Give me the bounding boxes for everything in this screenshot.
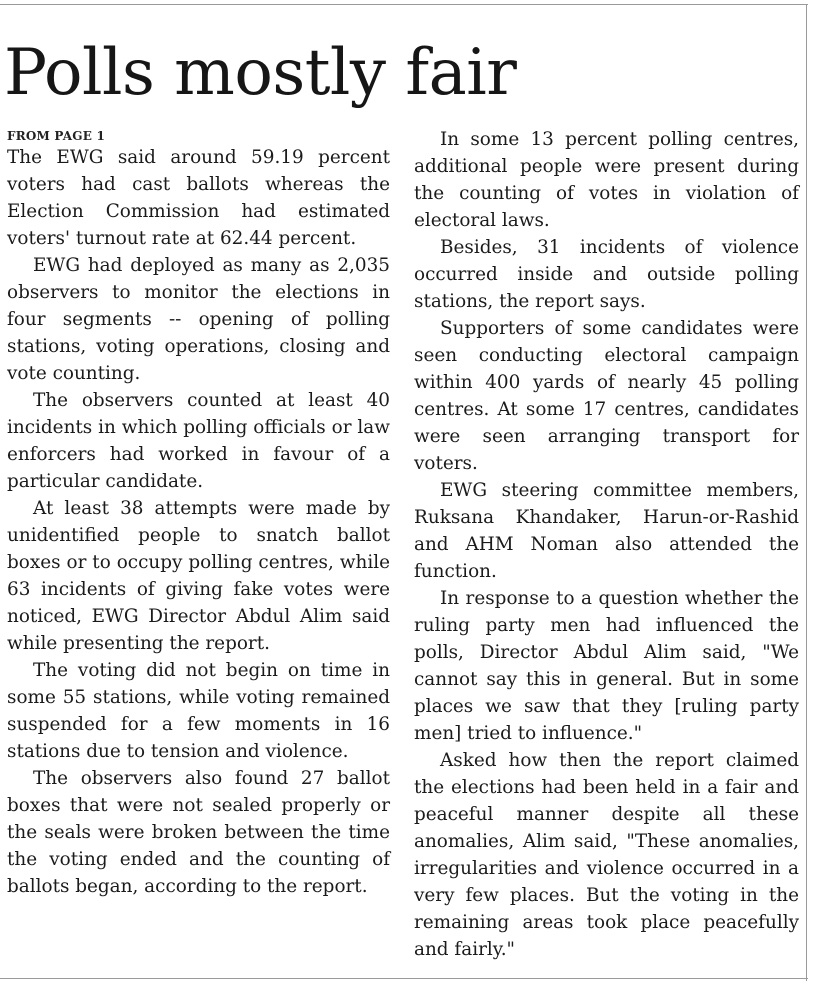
paragraph: EWG steering committee members, Ruksana Khandaker, Harun-or-Rashid and AHM Noman also attended the function. [414,480,799,582]
paragraph: EWG had deployed as many as 2,035 observers to monitor the elections in four segments -- opening of polling stations, voting operations, closing and vote counting. [7,255,390,384]
headline: Polls mostly fair [4,36,517,110]
paragraph: Besides, 31 incidents of violence occurred inside and outside polling stations, the report says. [414,237,799,312]
paragraph: The observers also found 27 ballot boxes that were not sealed properly or the seals were broken between the time the voting ended and the counting of ballots began, according to the report. [7,768,390,897]
continued-from-label: FROM PAGE 1 [7,129,105,143]
top-border-rule [0,4,808,5]
bottom-border-rule [0,978,808,979]
paragraph: In response to a question whether the ruling party men had influenced the polls, Director Abdul Alim said, "We cannot say this in general. But in some places we saw that they [ruling party men] tried to influence." [414,588,799,744]
paragraph: The observers counted at least 40 incidents in which polling officials or law enforcers had worked in favour of a particular candidate. [7,390,390,492]
paragraph: Asked how then the report claimed the elections had been held in a fair and peaceful manner despite all these anomalies, Alim said, "These anomalies, irregularities and violence occurred in a very few places. But the voting in the remaining areas took place peacefully and fairly." [414,750,799,960]
article-column-right [414,126,799,963]
paragraph: The voting did not begin on time in some 55 stations, while voting remained suspended for a few moments in 16 stations due to tension and violence. [7,660,390,762]
right-border-rule [806,4,807,981]
paragraph: The EWG said around 59.19 percent voters had cast ballots whereas the Election Commission had estimated voters' turnout rate at 62.44 percent. [7,147,390,249]
article-column-left [7,128,390,900]
paragraph: In some 13 percent polling centres, additional people were present during the counting of votes in violation of electoral laws. [414,129,799,231]
paragraph: At least 38 attempts were made by unidentified people to snatch ballot boxes or to occupy polling centres, while 63 incidents of giving fake votes were noticed, EWG Director Abdul Alim said while presenting the report. [7,498,390,654]
paragraph: Supporters of some candidates were seen conducting electoral campaign within 400 yards of nearly 45 polling centres. At some 17 centres, candidates were seen arranging transport for voters. [414,318,799,474]
